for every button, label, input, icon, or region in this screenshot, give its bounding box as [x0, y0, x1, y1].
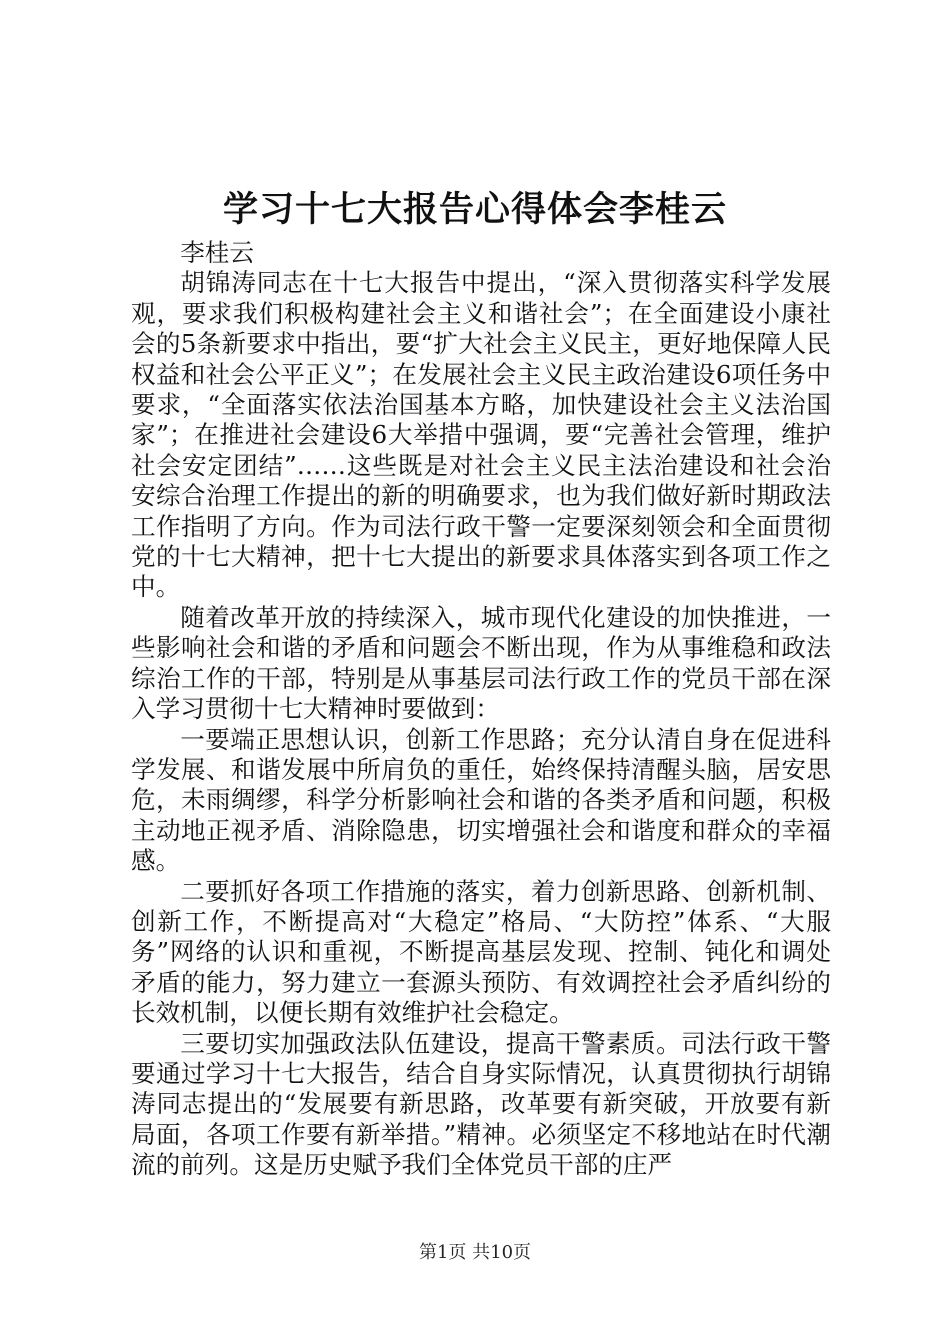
paragraph: 胡锦涛同志在十七大报告中提出，“深入贯彻落实科学发展观，要求我们积极构建社会主义和谐社会”；在全面建设小康社会的5条新要求中指出，要“扩大社会主义民主，更好地保障人民权益和社会公平正义”；在发展社会主义民主政治建设6项任务中要求，“全面落实依法治国基本方略，加快建设社会主义法治国家”；在推进社会建设6大举措中强调，要“完善社会管理，维护社会安定团结”……这些既是对社会主义民主法治建设和社会治安综合治理工作提出的新的明确要求，也为我们做好新时期政法工作指明了方向。作为司法行政干警一定要深刻领会和全面贯彻党的十七大精神，把十七大提出的新要求具体落实到各项工作之中。: [131, 268, 831, 602]
paragraph: 三要切实加强政法队伍建设，提高干警素质。司法行政干警要通过学习十七大报告，结合自身实际情况，认真贯彻执行胡锦涛同志提出的“发展要有新思路，改革要有新突破，开放要有新局面，各项工作要有新举措。”精神。必须坚定不移地站在时代潮流的前列。这是历史赋予我们全体党员干部的庄严: [131, 1028, 831, 1180]
page-number-footer: 第1页 共10页: [418, 1242, 532, 1263]
author-line: 李桂云: [180, 238, 254, 267]
document-body: [131, 238, 831, 1181]
paragraph: 一要端正思想认识，创新工作思路；充分认清自身在促进科学发展、和谐发展中所肩负的重任，始终保持清醒头脑，居安思危，未雨绸缪，科学分析影响社会和谐的各类矛盾和问题，积极主动地正视矛盾、消除隐患，切实增强社会和谐度和群众的幸福感。: [131, 724, 831, 876]
paragraph: 随着改革开放的持续深入，城市现代化建设的加快推进，一些影响社会和谐的矛盾和问题会不断出现，作为从事维稳和政法综治工作的干部，特别是从事基层司法行政工作的党员干部在深入学习贯彻十七大精神时要做到：: [131, 602, 831, 724]
paragraph: 二要抓好各项工作措施的落实，着力创新思路、创新机制、创新工作，不断提高对“大稳定”格局、“大防控”体系、“大服务”网络的认识和重视，不断提高基层发现、控制、钝化和调处矛盾的能力，努力建立一套源头预防、有效调控社会矛盾纠纷的长效机制，以便长期有效维护社会稳定。: [131, 876, 831, 1028]
document-title: 学习十七大报告心得体会李桂云: [222, 189, 727, 230]
